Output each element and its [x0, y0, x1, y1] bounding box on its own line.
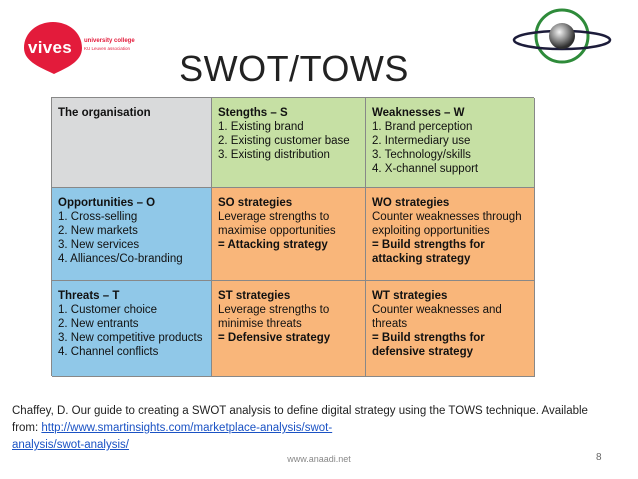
cell-wo-strategies [366, 188, 535, 281]
logo-subtagline: KU Leuven association [84, 46, 131, 51]
citation-link-line-1[interactable]: http://www.smartinsights.com/marketplace-analysis/swot- [41, 422, 333, 434]
wo-result-2: attacking strategy [372, 253, 471, 265]
list-item: 3. New services [58, 239, 140, 251]
list-item: 3. Technology/skills [372, 149, 471, 161]
tows-matrix [51, 97, 534, 376]
wt-line-1: Counter weaknesses and [372, 304, 502, 316]
page-number: 8 [596, 452, 602, 463]
list-item: 4. X-channel support [372, 163, 479, 175]
st-line-2: minimise threats [218, 318, 302, 330]
st-heading: ST strategies [218, 290, 291, 302]
wt-result-2: defensive strategy [372, 346, 473, 358]
wo-result-1: = Build strengths for [372, 239, 485, 251]
cell-weaknesses [366, 98, 535, 188]
list-item: 2. Existing customer base [218, 135, 350, 147]
threats-heading: Threats – T [58, 290, 120, 302]
wo-line-2: exploiting opportunities [372, 225, 490, 237]
list-item: 2. New markets [58, 225, 138, 237]
list-item: 1. Existing brand [218, 121, 304, 133]
cell-wt-strategies [366, 281, 535, 377]
strengths-heading: Stengths – S [218, 107, 288, 119]
logo-brand-text: vives [28, 38, 73, 57]
citation-text: Chaffey, D. Our guide to creating a SWOT analysis to define digital strategy using the TOWS technique. Available from: [12, 405, 588, 434]
logo-tagline: university college [84, 38, 135, 44]
slide-title: SWOT/TOWS [179, 48, 409, 89]
wt-line-2: threats [372, 318, 408, 330]
list-item: 2. New entrants [58, 318, 139, 330]
list-item: 4. Alliances/Co-branding [58, 253, 183, 265]
so-line-1: Leverage strengths to [218, 211, 330, 223]
cell-threats [52, 281, 212, 377]
list-item: 1. Cross-selling [58, 211, 138, 223]
opportunities-heading: Opportunities – O [58, 197, 156, 209]
so-result: = Attacking strategy [218, 239, 328, 251]
so-line-2: maximise opportunities [218, 225, 336, 237]
cell-st-strategies [212, 281, 366, 377]
citation-link[interactable] [12, 422, 332, 451]
citation-link-line-2[interactable]: analysis/swot-analysis/ [12, 439, 129, 451]
wt-heading: WT strategies [372, 290, 448, 302]
so-heading: SO strategies [218, 197, 293, 209]
citation [12, 403, 612, 454]
list-item: 1. Customer choice [58, 304, 158, 316]
list-item: 4. Channel conflicts [58, 346, 159, 358]
cell-opportunities [52, 188, 212, 281]
weaknesses-heading: Weaknesses – W [372, 107, 465, 119]
cell-strengths [212, 98, 366, 188]
footer-url: www.anaadi.net [287, 454, 351, 464]
wo-line-1: Counter weaknesses through [372, 211, 522, 223]
wt-result-1: = Build strengths for [372, 332, 485, 344]
list-item: 3. Existing distribution [218, 149, 330, 161]
cell-organisation [52, 98, 212, 188]
wo-heading: WO strategies [372, 197, 450, 209]
list-item: 1. Brand perception [372, 121, 473, 133]
organisation-heading: The organisation [58, 107, 151, 119]
list-item: 2. Intermediary use [372, 135, 471, 147]
st-result: = Defensive strategy [218, 332, 331, 344]
list-item: 3. New competitive products [58, 332, 203, 344]
st-line-1: Leverage strengths to [218, 304, 330, 316]
cell-so-strategies [212, 188, 366, 281]
